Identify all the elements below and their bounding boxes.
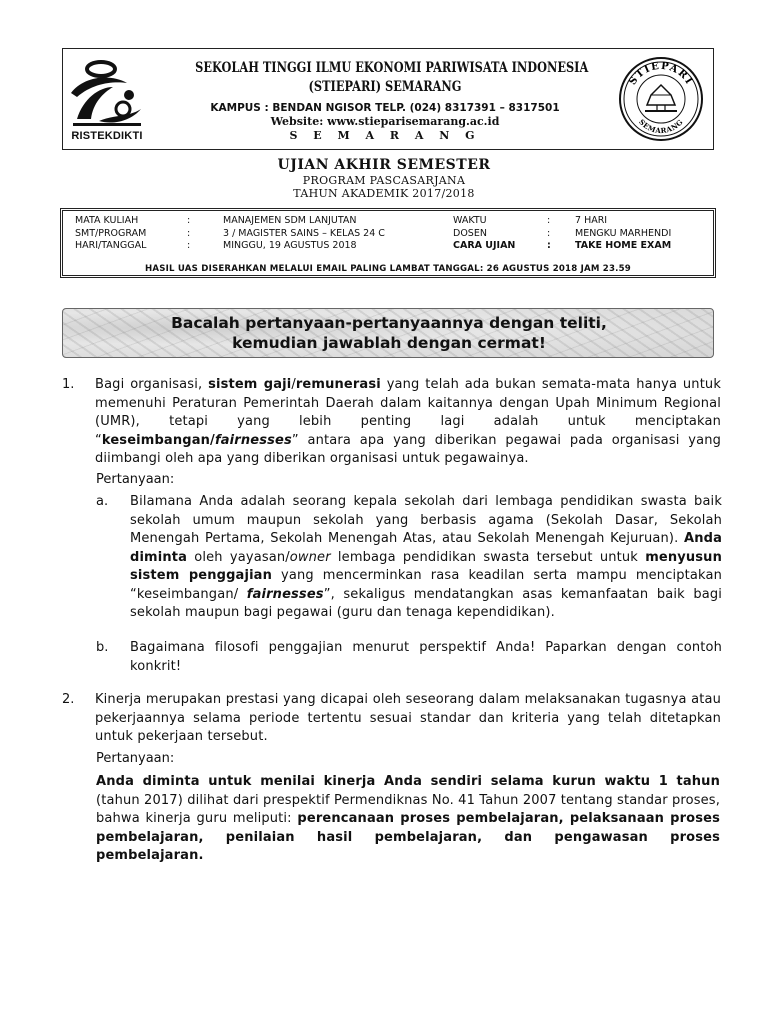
text-span: lembaga pendidikan swasta tersebut untuk — [330, 549, 646, 565]
seal-emblem-icon — [617, 55, 705, 143]
info-separator: : — [187, 240, 191, 251]
letterhead — [62, 48, 714, 150]
question-2 — [62, 691, 722, 881]
info-value: MINGGU, 19 AGUSTUS 2018 — [223, 240, 357, 251]
institution-short-name: (STIEPARI) SEMARANG — [308, 79, 462, 95]
city: S E M A R A N G — [289, 129, 481, 142]
info-value: MANAJEMEN SDM LANJUTAN — [223, 215, 357, 226]
info-separator: : — [547, 215, 551, 226]
text-span: Bagi organisasi, — [95, 377, 209, 392]
info-value: TAKE HOME EXAM — [575, 240, 672, 251]
exam-year: TAHUN AKADEMIK 2017/2018 — [293, 187, 475, 200]
logo-caption: RISTEKDIKTI — [71, 130, 143, 142]
sub-question-letter: b. — [96, 640, 109, 655]
info-label: CARA UJIAN — [453, 240, 516, 251]
website: Website: www.stieparisemarang.ac.id — [270, 115, 500, 128]
sub-question-text — [130, 493, 722, 623]
campus-address: KAMPUS : BENDAN NGISOR TELP. (024) 8317391 – 8317501 — [210, 102, 560, 114]
text-span: (tahun 2017) dilihat dari prespektif Permendiknas No. 41 Tahun 2007 tentang standar proses, bahwa kinerja guru meliputi: — [96, 792, 720, 826]
question-1 — [62, 376, 722, 676]
info-label: WAKTU — [453, 215, 487, 226]
institution-name: SEKOLAH TINGGI ILMU EKONOMI PARIWISATA INDONESIA — [195, 60, 589, 76]
institution-header — [159, 59, 611, 143]
info-label: MATA KULIAH — [75, 215, 139, 226]
info-separator: : — [187, 215, 191, 226]
sub-question-text: Bagaimana filosofi penggajian menurut perspektif Anda! Paparkan dengan contoh konkrit! — [130, 640, 722, 674]
emphasis: keseimbangan/ — [101, 432, 215, 448]
question-number: 1. — [62, 377, 75, 392]
text-span: yang telah ada bukan semata-mata hanya untuk memenuhi Peraturan Pemerintah Daerah dalam kaitannya dengan Upah Minimum Regional (UMR), tetapi yang lebih penting lagi adalah untuk menciptakan “ — [95, 377, 722, 448]
info-value: MENGKU MARHENDI — [575, 227, 672, 239]
emphasis: fairnesses — [214, 432, 292, 448]
question-1-context — [95, 376, 721, 469]
info-label: HARI/TANGGAL — [75, 240, 147, 251]
info-label: SMT/PROGRAM — [75, 227, 147, 239]
submission-deadline: HASIL UAS DISERAHKAN MELALUI EMAIL PALING LAMBAT TANGGAL: 26 AGUSTUS 2018 JAM 23.59 — [145, 264, 631, 274]
text-span: / — [291, 377, 296, 392]
emphasis: Anda diminta — [130, 531, 722, 565]
text-span: ” antara apa yang diberikan pegawai pada organisasi yang diimbangi oleh apa yang diberikan organisasi untuk pegawainya. — [95, 432, 721, 466]
text-span: Bilamana Anda adalah seorang kepala sekolah dari lembaga pendidikan swasta baik sekolah umum maupun sekolah yang berbasis agama (Sekolah Dasar, Sekolah Menengah Pertama, Sekolah Menengah Atas, atau Sekolah Menengah Kejuruan). — [130, 494, 722, 546]
emphasis: remunerasi — [295, 377, 381, 392]
ristekdikti-emblem-icon — [69, 57, 143, 127]
instruction-banner — [62, 308, 714, 358]
instruction-line-2: kemudian jawablah dengan cermat! — [232, 334, 546, 352]
seal-top-text: STIEPARI — [627, 60, 695, 88]
text-span: ”, sekaligus mendatangkan asas kemanfaatan baik bagi sekolah maupun bagi pegawai (guru dan tenaga kependidikan). — [130, 586, 723, 620]
text-span: oleh yayasan/ — [187, 549, 290, 565]
info-separator: : — [187, 227, 191, 239]
question-number: 2. — [62, 692, 75, 707]
emphasis: fairnesses — [246, 586, 324, 602]
emphasis: perencanaan proses pembelajaran, pelaksanaan proses pembelajaran, penilaian hasil pembelajaran, dan pengawasan proses pembelajaran. — [96, 811, 720, 863]
emphasis: sistem gaji — [208, 377, 292, 392]
instruction-line-1: Bacalah pertanyaan-pertanyaannya dengan teliti, — [171, 314, 607, 332]
info-value: 7 HARI — [575, 215, 608, 226]
seal-bottom-text: SEMARANG — [637, 117, 685, 136]
instruction-text — [63, 313, 714, 353]
emphasis: menyusun sistem penggajian — [130, 549, 722, 583]
info-label: DOSEN — [453, 227, 487, 239]
info-separator: : — [547, 240, 551, 251]
pertanyaan-label: Pertanyaan: — [96, 751, 175, 766]
emphasis: Anda diminta untuk menilai kinerja Anda sendiri selama kurun waktu 1 tahun — [96, 774, 720, 789]
question-2-task — [96, 773, 720, 866]
pertanyaan-label: Pertanyaan: — [96, 472, 175, 487]
text-span: yang mencerminkan rasa keadilan serta mampu menciptakan “keseimbangan/ — [130, 568, 722, 602]
exam-info-box — [60, 208, 716, 278]
exam-title-block — [0, 156, 768, 200]
sub-question-letter: a. — [96, 494, 109, 509]
emphasis: owner — [289, 549, 331, 565]
exam-program: PROGRAM PASCASARJANA — [302, 174, 466, 187]
ristekdikti-logo — [65, 57, 149, 145]
info-separator: : — [547, 227, 551, 239]
info-value: 3 / MAGISTER SAINS – KELAS 24 C — [223, 227, 385, 239]
question-2-context: Kinerja merupakan prestasi yang dicapai oleh seseorang dalam melaksanakan tugasnya atau pekerjaannya selama periode tertentu sesuai standar dan kriteria yang telah ditetapkan untuk pekerjaan tersebut. — [95, 692, 721, 744]
stiepari-seal — [617, 55, 705, 147]
exam-title: UJIAN AKHIR SEMESTER — [277, 157, 491, 173]
